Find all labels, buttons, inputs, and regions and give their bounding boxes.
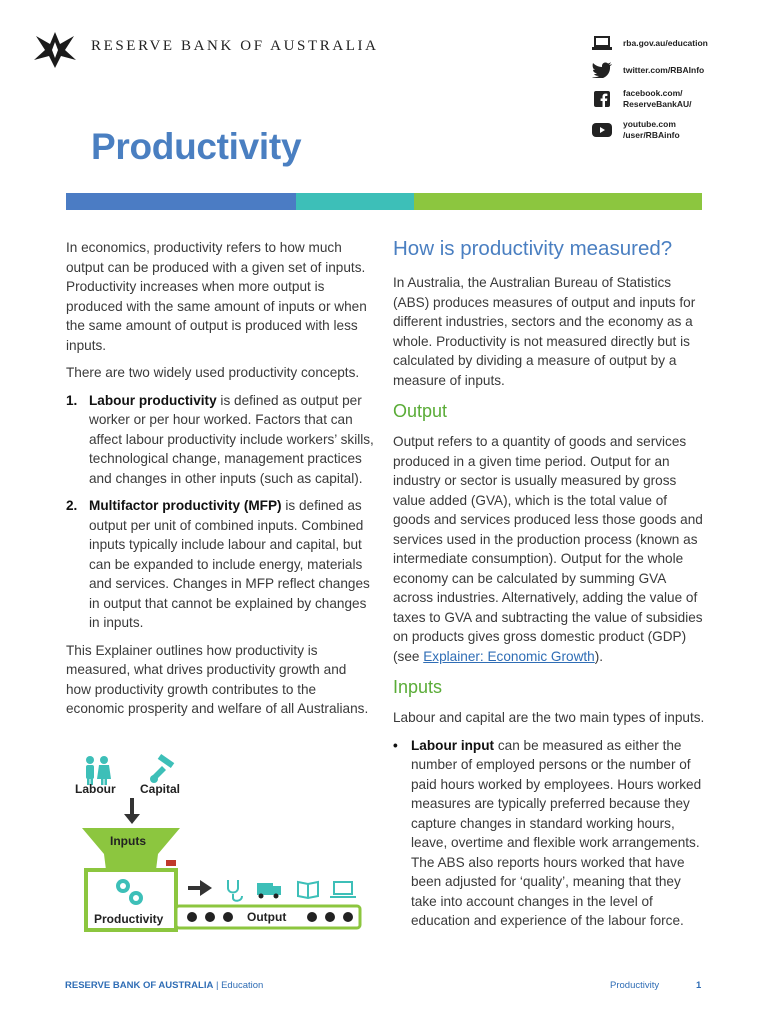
concepts-intro: There are two widely used productivity concepts. [66, 365, 360, 380]
twitter-icon [591, 61, 613, 79]
arrow-right-icon [188, 880, 212, 896]
footer-org: RESERVE BANK OF AUSTRALIA | Education [65, 980, 264, 991]
concept-item: 1. Labour productivity is defined as output per worker or per hour worked. Factors that can affect labour productivity include workers’ skills, technological change, management practices and changes in other inputs (such as capital). [66, 392, 374, 486]
productivity-diagram [66, 752, 376, 952]
concept-term: Multifactor productivity (MFP) [89, 498, 282, 513]
intro-paragraph: In economics, productivity refers to how much output can be produced with a given set of inputs. Productivity increases when more output is produced with the same amount of inputs or when the same amount of output is produced with less inputs. [66, 240, 367, 353]
book-icon [298, 882, 318, 898]
page-title: Productivity [91, 126, 302, 167]
inputs-paragraph: Labour and capital are the two main types of inputs. [393, 710, 705, 725]
social-link-youtube[interactable]: youtube.com /user/RBAinfo [591, 119, 761, 141]
left-column [66, 238, 374, 727]
productivity-label: Productivity [94, 912, 164, 926]
output-paragraph: Output refers to a quantity of goods and services produced in a given time period. Output for an industry or sector is usually measured by gross value added (GVA), which is the total value of goods and services produced less those goods and services used in the production process (known as intermediate consumption). Output for the whole economy can be calculated by summing GVA across industries. Alternatively, adding the value of taxes to GVA and subtracting the value of subsidies on products gives gross domestic product (GDP) (see Explainer: Economic Growth). [393, 434, 703, 664]
capital-label: Capital [140, 782, 181, 796]
color-bar-teal [296, 193, 414, 210]
output-heading: Output [393, 401, 448, 421]
color-bar-green [414, 193, 702, 210]
org-name: RESERVE BANK OF AUSTRALIA [91, 38, 379, 54]
output-label: Output [247, 910, 287, 924]
stethoscope-icon [228, 880, 242, 901]
rba-logo-icon [32, 30, 78, 70]
concept-item: 2. Multifactor productivity (MFP) is defined as output per unit of combined inputs. Combined inputs typically include labour and capital, but can be expanded to include energy, materials and services. Changes in MFP reflect changes in output that cannot be explained by changes in inputs. [66, 498, 370, 630]
truck-icon [258, 884, 272, 894]
footer-topic: Productivity [610, 980, 660, 991]
computer-icon [591, 34, 613, 52]
social-link-twitter[interactable]: twitter.com/RBAInfo [591, 61, 761, 79]
outro-paragraph: This Explainer outlines how productivity is measured, what drives productivity growth and how productivity growth contributes to the economic prosperity and welfare of all Australians. [66, 642, 369, 716]
economic-growth-link[interactable]: Explainer: Economic Growth [423, 648, 595, 664]
labour-label: Labour [75, 782, 116, 796]
inputs-heading: Inputs [393, 677, 443, 697]
social-links [591, 34, 761, 150]
concepts-list [66, 391, 374, 633]
facebook-icon [591, 90, 613, 108]
list-item: • Labour input can be measured as either the number of employed persons or the number of paid hours worked by employees. Hours worked measures are typically preferred because they capture changes in standard working hours, leave, overtime and flexible work arrangements. The ABS also reports hours worked that have been adjusted for ‘quality’, meaning that they take into account changes in the level of education and experience of the labour force. [393, 736, 705, 931]
color-bar-blue [66, 193, 296, 210]
bullet-term: Labour input [411, 737, 495, 753]
inputs-list [393, 736, 705, 931]
laptop-icon [334, 882, 352, 894]
page-number: 1 [696, 980, 702, 991]
capital-icon [150, 754, 174, 783]
labour-icon [86, 756, 111, 785]
inputs-label: Inputs [110, 834, 146, 848]
arrow-down-icon [124, 798, 140, 824]
measured-paragraph: In Australia, the Australian Bureau of Statistics (ABS) produces measures of output and inputs for different industries, sectors and the economy as a whole. Productivity is not measured directly but is calculated by dividing a measure of output by a measure of inputs. [393, 275, 696, 388]
concept-term: Labour productivity [89, 392, 217, 408]
measured-heading: How is productivity measured? [393, 237, 673, 260]
social-link-website[interactable]: rba.gov.au/education [591, 34, 761, 52]
youtube-icon [591, 121, 613, 139]
social-link-facebook[interactable]: facebook.com/ ReserveBankAU/ [591, 88, 761, 110]
right-column [393, 235, 705, 931]
